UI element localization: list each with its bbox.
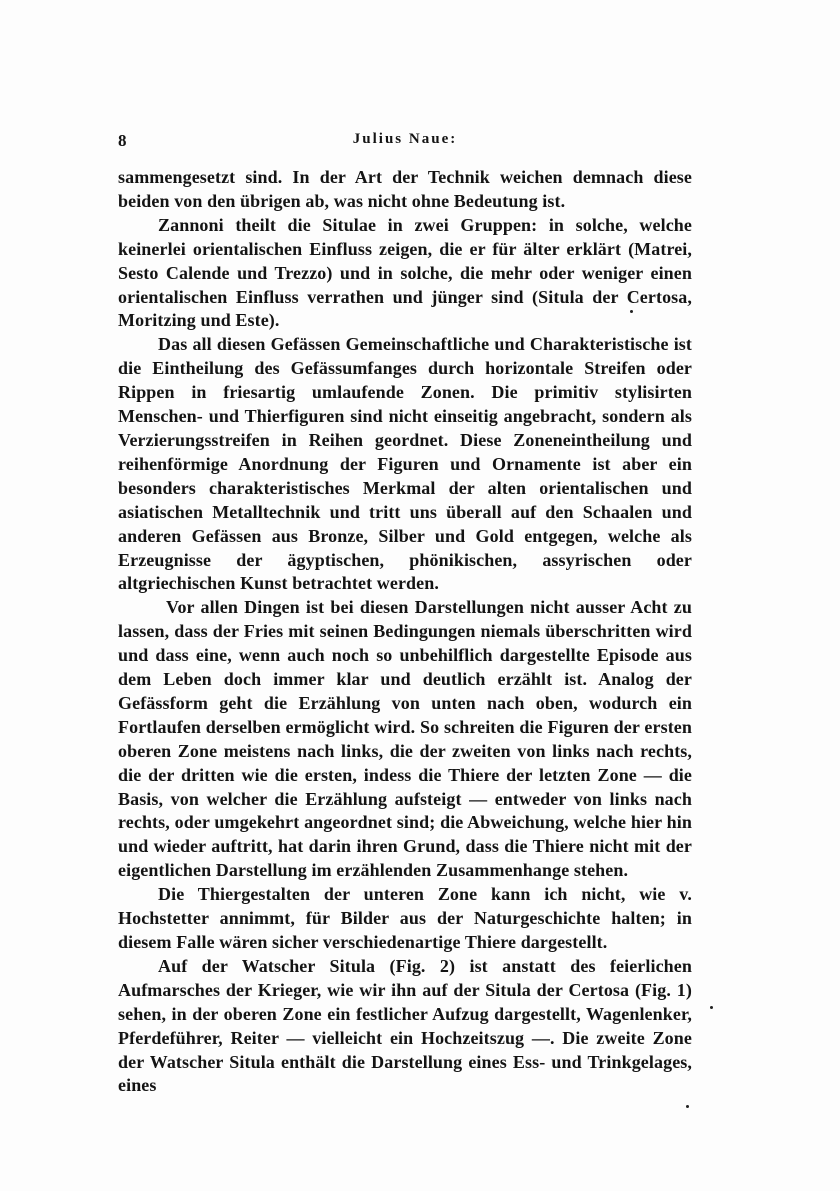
paragraph-4: Vor allen Dingen ist bei diesen Darstellungen nicht ausser Acht zu lassen, dass der Fries mit seinen Bedingungen niemals überschritten wird und dass eine, wenn auch noch so unbehilflich dargestellte Episode aus dem Leben doch immer klar und deutlich erzählt ist. Analog der Gefässform geht die Erzählung von unten nach oben, wodurch ein Fortlaufen derselben ermöglicht wird. So schreiten die Figuren der ersten oberen Zone meistens nach links, die der zweiten von links nach rechts, die der dritten wie die ersten, indess die Thiere der letzten Zone — die Basis, von welcher die Erzählung aufsteigt — entweder von links nach rechts, oder umgekehrt angeordnet sind; die Abweichung, welche hier hin und wieder auftritt, hat darin ihren Grund, dass die Thiere nicht mit der eigentlichen Darstellung im erzählenden Zusammenhange stehen.: [118, 597, 692, 881]
scan-speck: [686, 1105, 689, 1108]
paragraph-2: Zannoni theilt die Situlae in zwei Gruppen: in solche, welche keinerlei orientalischen Einfluss zeigen, die er für älter erklärt (Matrei, Sesto Calende und Trezzo) und in solche, die mehr oder weniger einen orientalischen Einfluss verrathen und jünger sind (Situla der Certosa, Moritzing und Este).: [118, 214, 692, 331]
page-number: 8: [118, 131, 127, 150]
paragraph-1: sammengesetzt sind. In der Art der Technik weichen demnach diese beiden von den übrigen ab, was nicht ohne Bedeutung ist.: [118, 167, 692, 211]
paragraph-6: Auf der Watscher Situla (Fig. 2) ist anstatt des feierlichen Aufmarsches der Krieger, wie wir ihn auf der Situla der Certosa (Fig. 1) sehen, in der oberen Zone ein festlicher Aufzug dargestellt, Wagenlenker, Pferdeführer, Reiter — vielleicht ein Hochzeitszug —. Die zweite Zone der Watscher Situla enthält die Darstellung eines Ess- und Trinkgelages, eines: [118, 955, 692, 1096]
scan-speck: [630, 310, 633, 313]
page-header: [118, 131, 692, 153]
body-text: [118, 166, 692, 1098]
paragraph-5: Die Thiergestalten der unteren Zone kann ich nicht, wie v. Hochstetter annimmt, für Bilder aus der Naturgeschichte halten; in diesem Falle wären sicher verschiedenartige Thiere dargestellt.: [118, 884, 692, 952]
scan-speck: [710, 1006, 713, 1009]
running-head: Julius Naue:: [352, 131, 458, 147]
paragraph-3: Das all diesen Gefässen Gemeinschaftliche und Charakteristische ist die Eintheilung des Gefässumfanges durch horizontale Streifen oder Rippen in friesartig umlaufende Zonen. Die primitiv stylisirten Menschen- und Thierfiguren sind nicht einseitig angebracht, sondern als Verzierungsstreifen in Reihen geordnet. Diese Zoneneintheilung und reihenförmige Anordnung der Figuren und Ornamente ist aber ein besonders charakteristisches Merkmal der alten orientalischen und asiatischen Metalltechnik und tritt uns überall auf den Schaalen und anderen Gefässen aus Bronze, Silber und Gold entgegen, welche als Erzeugnisse der ägyptischen, phönikischen, assyrischen oder altgriechischen Kunst betrachtet werden.: [118, 334, 692, 594]
